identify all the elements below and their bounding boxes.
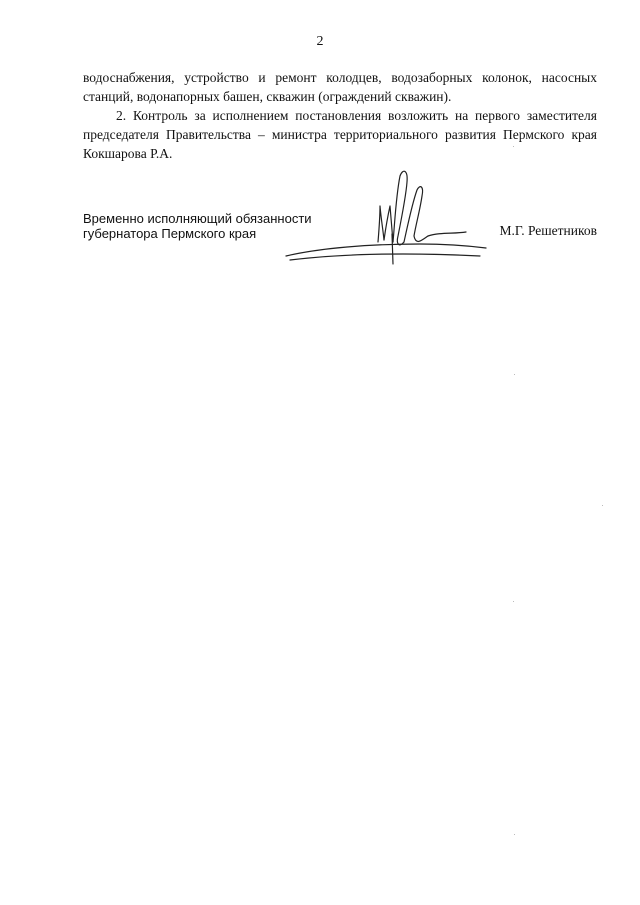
document-body	[83, 68, 597, 163]
paragraph-continuation: водоснабжения, устройство и ремонт колодцев, водозаборных колонок, насосных станций, водонапорных башен, скважин (ограждений скважин).	[83, 70, 597, 104]
signer-title-line-2: губернатора Пермского края	[83, 226, 257, 241]
signer-title	[83, 211, 312, 241]
page-number: 2	[316, 34, 324, 49]
handwritten-signature	[280, 160, 490, 270]
signer-name: М.Г. Решетников	[499, 223, 597, 238]
paragraph-control-clause: 2. Контроль за исполнением постановления возложить на первого заместителя председателя Правительства – министра территориального развития Пермского края Кокшарова Р.А.	[83, 108, 597, 161]
signer-title-line-1: Временно исполняющий обязанности	[83, 211, 312, 226]
